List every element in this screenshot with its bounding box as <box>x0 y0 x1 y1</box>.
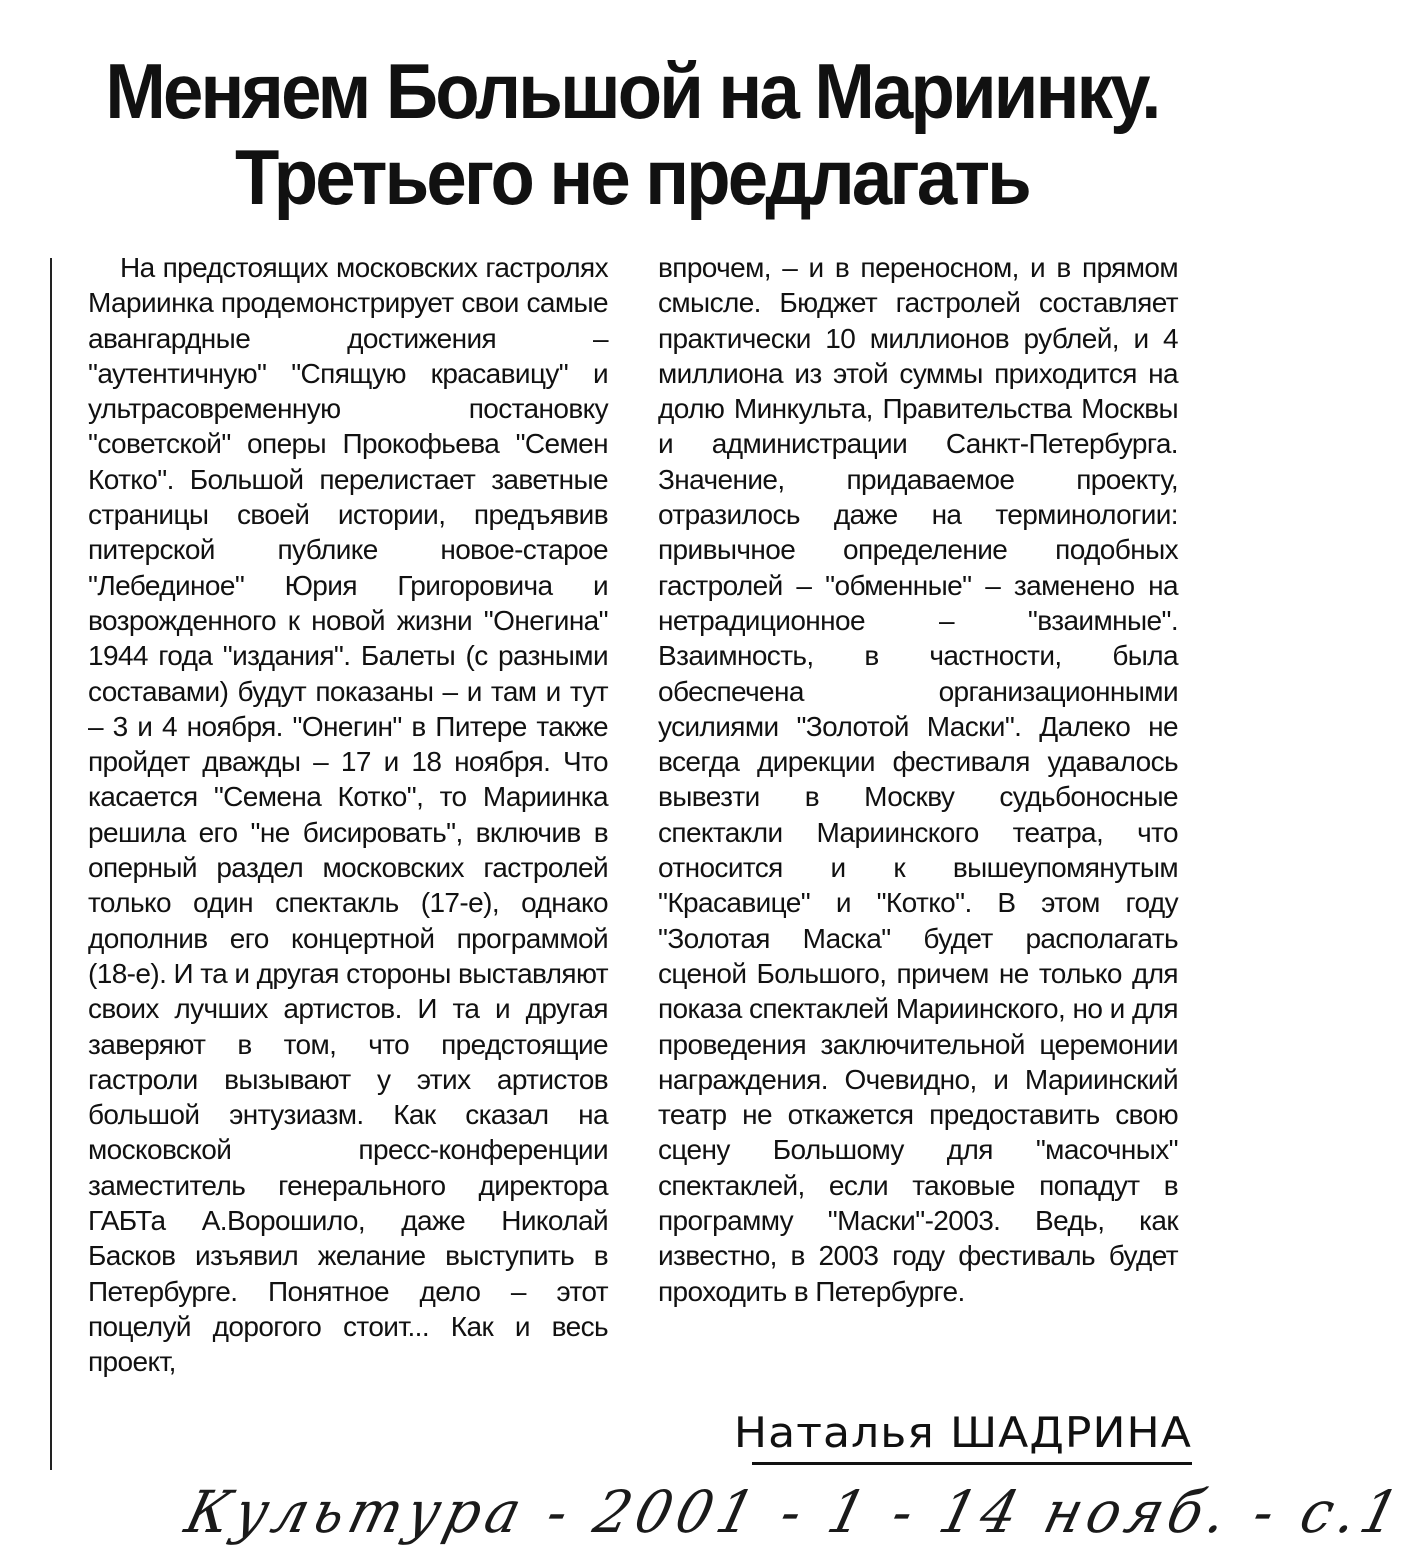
byline-underline <box>752 1462 1192 1465</box>
left-margin-rule <box>50 258 52 1470</box>
article-column-2 <box>658 250 1178 1309</box>
article-column-1 <box>88 250 608 1380</box>
handwritten-source-note: Культура - 2001 - 1 - 14 нояб. - с.1 <box>179 1478 1411 1546</box>
headline <box>72 48 1192 220</box>
author-byline: Наталья ШАДРИНА <box>733 1408 1192 1457</box>
headline-line-2: Третьего не предлагать <box>235 133 1029 221</box>
headline-line-1: Меняем Большой на Мариинку. <box>105 47 1159 135</box>
column-1-text: На предстоящих московских гастролях Мариинка продемонстрирует свои самые авангардные достижения – "аутентичную" "Спящую красавицу" и ультрасовременную постановку "советской" оперы Прокофьева "Семен Котко". Большой перелистает заветные страницы своей истории, предъявив питерской публике новое-старое "Лебединое" Юрия Григоровича и возрожденного к новой жизни "Онегина" 1944 года "издания". Балеты (с разными составами) будут показаны – и там и тут – 3 и 4 ноября. "Онегин" в Питере также пройдет дважды – 17 и 18 ноября. Что касается "Семена Котко", то Мариинка решила его "не бисировать", включив в оперный раздел московских гастролей только один спектакль (17-е), однако дополнив его концертной программой (18-е). И та и другая стороны выставляют своих лучших артистов. И та и другая заверяют в том, что предстоящие гастроли вызывают у этих артистов большой энтузиазм. Как сказал на московской пресс-конференции заместитель генерального директора ГАБТа А.Ворошило, даже Николай Басков изъявил желание выступить в Петербурге. Понятное дело – этот поцелуй дорогого стоит... Как и весь проект, <box>88 252 608 1378</box>
column-2-text: впрочем, – и в переносном, и в прямом смысле. Бюджет гастролей составляет практически 10 миллионов рублей, и 4 миллиона из этой суммы приходится на долю Минкульта, Правительства Москвы и администрации Санкт-Петербурга. Значение, придаваемое проекту, отразилось даже на терминологии: привычное определение подобных гастролей – "обменные" – заменено на нетрадиционное – "взаимные". Взаимность, в частности, была обеспечена организационными усилиями "Золотой Маски". Далеко не всегда дирекции фестиваля удавалось вывезти в Москву судьбоносные спектакли Мариинского театра, что относится и к вышеупомянутым "Красавице" и "Котко". В этом году "Золотая Маска" будет располагать сценой Большого, причем не только для показа спектаклей Мариинского, но и для проведения заключительной церемонии награждения. Очевидно, и Мариинский театр не откажется предоставить свою сцену Большому для "масочных" спектаклей, если таковые попадут в программу "Маски"-2003. Ведь, как известно, в 2003 году фестиваль будет проходить в Петербурге. <box>658 252 1178 1307</box>
